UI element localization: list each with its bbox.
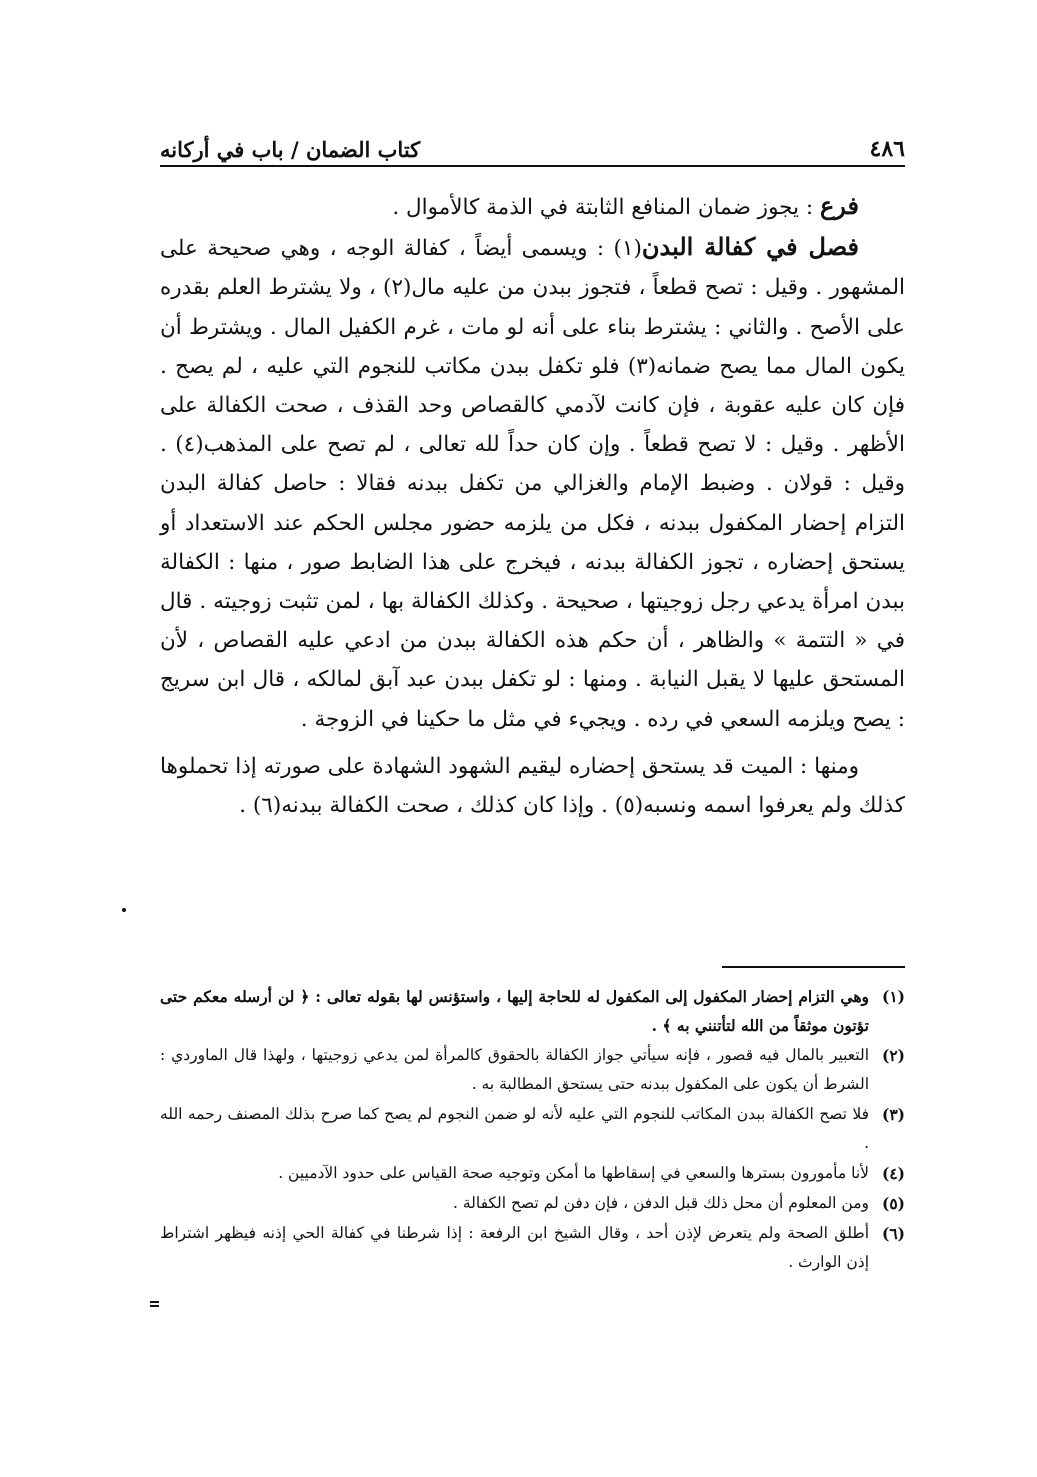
footnotes	[160, 982, 905, 1278]
footnote-4	[160, 1159, 905, 1188]
footnote-ref-2: (٢)	[383, 275, 412, 301]
paragraph-mayyit	[160, 747, 905, 825]
footnote-1	[160, 982, 905, 1040]
p2-sentence-3: فلو تكفل ببدن مكاتب للنجوم التي عليه ، لم يصح . فإن كان عليه عقوبة ، فإن كانت لآدمي كالقصاص وحد القذف ، صحت الكفالة على الأظهر . وقيل : لا تصح قطعاً . وإن كان حداً لله تعالى ، لم تصح على المذهب	[160, 353, 905, 458]
section-keyword: فصل في كفالة البدن	[641, 232, 859, 262]
p2-sentence-1: : ويسمى أيضاً ، كفالة الوجه ، وهي صحيحة على المشهور . وقيل : تصح قطعاً ، فتجوز ببدن من عليه مال	[160, 236, 905, 301]
footnote-number: (٣)	[881, 1105, 905, 1124]
p2-sentence-4: . وقيل : قولان . وضبط الإمام والغزالي من تكفل ببدنه فقالا : حاصل كفالة البدن التزام إحضار المكفول ببدنه ، فكل من يلزمه حضور مجلس الحكم عند الاستعداد أو يستحق إحضاره ، تجوز الكفالة ببدنه ، فيخرج على هذا الضابط صور ، منها : الكفالة ببدن امرأة يدعي رجل زوجيتها ، صحيحة . وكذلك الكفالة بها ، لمن تثبت زوجيته . قال في « التتمة » والظاهر ، أن حكم هذه الكفالة ببدن من ادعي عليه القصاص ، لأن المستحق عليها لا يقبل النيابة . ومنها : لو تكفل ببدن عبد آبق لمالكه ، قال ابن سريج : يصح ويلزمه السعي في رده . ويجيء في مثل ما حكينا في الزوجة .	[160, 432, 905, 732]
running-title: كتاب الضمان / باب في أركانه	[160, 137, 421, 162]
p3-sentence-2: . وإذا كان كذلك ، صحت الكفالة ببدنه	[281, 793, 615, 819]
footnote-2	[160, 1041, 905, 1099]
footnote-ref-3: (٣)	[627, 353, 657, 379]
footnote-separator	[722, 966, 905, 968]
far-keyword: فرع	[819, 191, 859, 220]
footnote-number: (٤)	[881, 1164, 905, 1183]
far-text: : يجوز ضمان المنافع الثابتة في الذمة كالأموال .	[392, 195, 820, 220]
running-header	[160, 122, 905, 162]
footnote-text: ومن المعلوم أن محل ذلك قبل الدفن ، فإن دفن لم تصح الكفالة .	[452, 1194, 869, 1212]
footnote-6	[160, 1219, 905, 1277]
scan-speck	[122, 908, 126, 912]
footnote-number: (٥)	[881, 1194, 905, 1213]
footnote-text: فلا تصح الكفالة ببدن المكاتب للنجوم التي عليه لأنه لو ضمن النجوم لم يصح كما صرح بذلك المصنف رحمه الله .	[160, 1105, 869, 1152]
p3-sentence-1: ومنها : الميت قد يستحق إحضاره ليقيم الشهود الشهادة على صورته إذا تحملوها كذلك ولم يعرفوا اسمه ونسبه	[160, 753, 905, 819]
footnote-number: (٢)	[881, 1046, 905, 1065]
p3-sentence-3: .	[239, 793, 253, 819]
paragraph-kafalat-badan	[160, 227, 905, 739]
footnote-text: التعبير بالمال فيه قصور ، فإنه سيأتي جواز الكفالة بالحقوق كالمرأة لمن يدعي زوجيتها ، ولهذا قال الماوردي : الشرط أن يكون على المكفول ببدنه حتى يستحق المطالبة به .	[160, 1046, 869, 1093]
page-number: ٤٨٦	[869, 136, 905, 162]
footnote-text: وهي التزام إحضار المكفول إلى المكفول له للحاجة إليها ، واستؤنس لها بقوله تعالى : ﴿ لن أرسله معكم حتى تؤتون موثقاً من الله لتأتنني به ﴾ .	[160, 987, 869, 1035]
footnote-number: (١)	[881, 987, 905, 1006]
footnote-text: لأنا مأمورون بسترها والسعي في إسقاطها ما أمكن وتوجيه صحة القياس على حدود الآدميين .	[278, 1164, 869, 1182]
scan-mark	[150, 1301, 159, 1303]
footnote-text: أطلق الصحة ولم يتعرض لإذن أحد ، وقال الشيخ ابن الرفعة : إذا شرطنا في كفالة الحي إذنه فيظهر اشتراط إذن الوارث .	[160, 1224, 869, 1271]
footnote-3	[160, 1100, 905, 1158]
footnote-ref-5: (٥)	[614, 793, 644, 819]
footnote-number: (٦)	[881, 1224, 905, 1243]
footnote-5	[160, 1189, 905, 1218]
p2-sentence-2: ، ولا يشترط العلم بقدره على الأصح . والثاني : يشترط بناء على أنه لو مات ، غرم الكفيل المال . ويشترط أن يكون المال مما يصح ضمانه	[160, 275, 906, 379]
paragraph-far	[160, 186, 905, 227]
main-text	[160, 186, 905, 825]
header-rule	[160, 165, 905, 167]
footnote-ref-4: (٤)	[175, 432, 204, 458]
footnote-ref-6: (٦)	[252, 793, 282, 819]
footnote-ref-1: (١)	[613, 236, 642, 262]
